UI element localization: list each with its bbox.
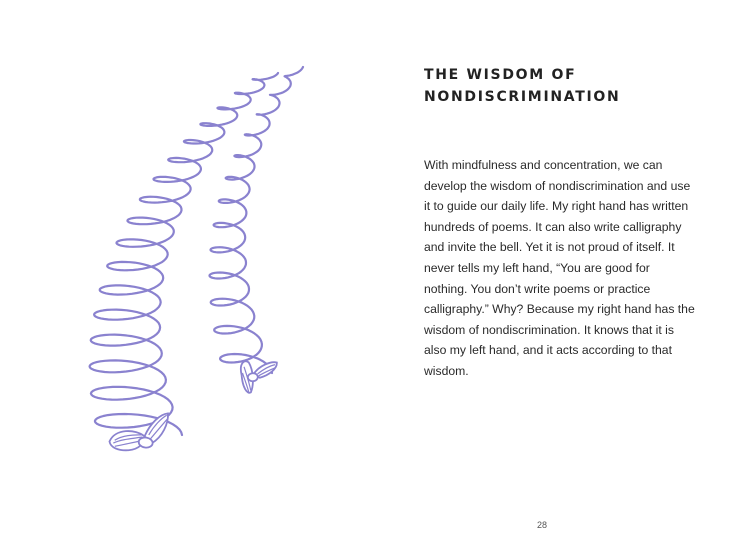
page-number: 28 bbox=[536, 520, 547, 530]
body-paragraph: With mindfulness and concentration, we can develop the wisdom of nondiscrimination and use it to guide our daily life. My right hand has written hundreds of poems. It can also write calligraphy and invite the bell. Yet it is not proud of itself. It never tells my left hand, “You are good for nothing. You don’t write poems or practice calligraphy.” Why? Because my right hand has the wisdom of nondiscrimination. It knows that it is also my left hand, and it acts according to that wisdom. bbox=[424, 158, 695, 378]
right-maple-seed-icon bbox=[240, 359, 279, 393]
right-spiral-path bbox=[210, 67, 304, 373]
title-line-2: NONDISCRIMINATION bbox=[424, 89, 621, 105]
maple-seed-spiral-illustration bbox=[70, 55, 330, 485]
page-title bbox=[424, 64, 696, 108]
title-line-1: THE WISDOM OF bbox=[424, 67, 577, 83]
text-column bbox=[424, 64, 696, 382]
